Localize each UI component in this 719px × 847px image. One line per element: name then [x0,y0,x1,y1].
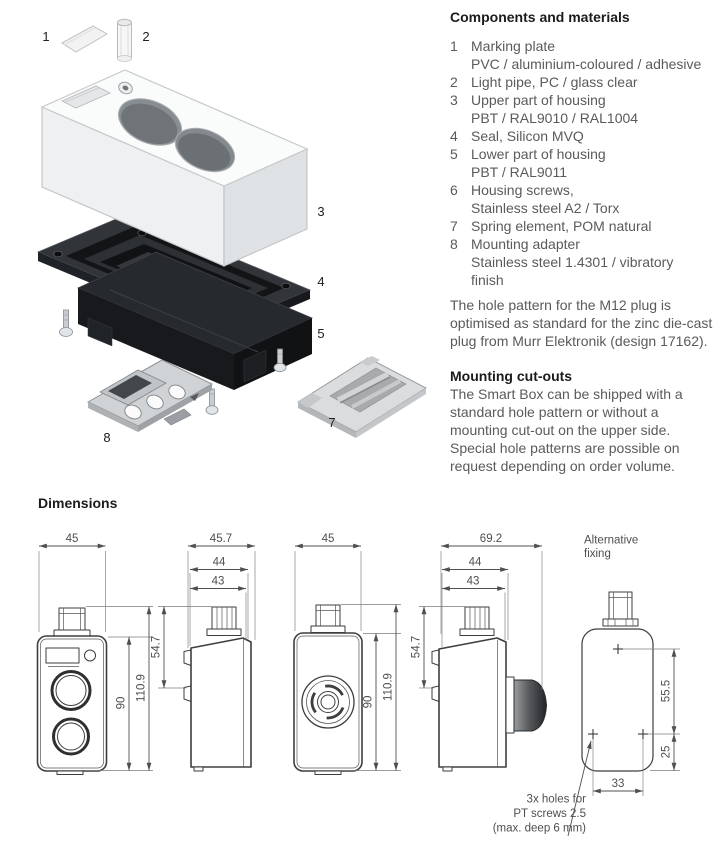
part-number-label-3: 3 [317,204,325,219]
components-section [450,8,716,475]
component-item [450,73,716,91]
component-number: 1 [450,38,458,54]
dim-label-alt-bottom: 25 [660,745,673,759]
component-item [450,37,716,73]
dim-label-front-height-inner: 90 [115,696,128,710]
component-number: 6 [450,182,458,198]
alt-fixing-title-line2: fixing [584,548,611,560]
component-text: Seal, Silicon MVQ [471,128,584,144]
dim-label-plug-width-total: 69.2 [479,533,503,545]
rear-view-drawing [294,533,401,775]
mounting-cutouts-paragraph: The Smart Box can be shipped with a standard hole pattern or without a mounting cut-out on the upper side. Special hole patterns are possible on request depending on order volume. [450,386,683,474]
component-item [450,127,716,145]
component-number: 7 [450,218,458,234]
component-number: 2 [450,74,458,90]
dimensions-heading: Dimensions [38,495,118,511]
dim-label-side-width-total: 45.7 [209,533,233,545]
spring-element-part [298,356,426,438]
front-view-drawing [38,533,154,775]
mounting-cutouts-heading: Mounting cut-outs [450,368,573,384]
component-item [450,217,716,235]
dim-label-alt-top: 55.5 [660,679,673,703]
component-item [450,145,716,181]
part-number-label-6: 6 [259,361,267,376]
part-number-label-7: 7 [328,415,336,430]
dimension-drawings [0,520,719,847]
component-text: Marking plate PVC / aluminium-coloured / adhesive [471,38,702,72]
holes-note-line3: (max. deep 6 mm) [492,822,586,835]
dim-label-rear-width: 45 [321,533,335,545]
dim-label-side-width-inner: 43 [211,575,225,588]
dim-label-front-height-total: 110.9 [135,674,148,702]
housing-screw [60,310,73,337]
component-number: 5 [450,146,458,162]
dim-label-rear-height-inner: 90 [362,695,375,709]
hole-pattern-paragraph: The hole pattern for the M12 plug is optimised as standard for the zinc die-cast plug from Murr Elektronik (design 17162). [450,297,713,349]
part-number-label-8: 8 [103,430,111,445]
component-number: 3 [450,92,458,108]
component-item [450,235,716,289]
dim-label-rear-height-total: 110.9 [382,673,395,701]
part-number-label-4: 4 [317,274,325,289]
holes-note-line2: PT screws 2.5 [513,808,586,820]
housing-screw [206,389,218,414]
part-number-label-5: 5 [317,326,325,341]
component-text: Lower part of housing PBT / RAL9011 [471,146,606,180]
part-number-label-2: 2 [142,29,150,44]
dim-label-alt-width: 33 [611,778,625,790]
component-item [450,91,716,127]
marking-plate-part [62,26,107,52]
component-text: Mounting adapter Stainless steel 1.4301 / vibratory finish [471,236,674,288]
component-text: Light pipe, PC / glass clear [471,74,638,90]
component-text: Spring element, POM natural [471,218,652,234]
dim-label-plug-width-inner: 43 [466,575,480,588]
component-number: 8 [450,236,458,252]
components-heading: Components and materials [450,9,630,25]
exploded-view-diagram [0,0,440,470]
part-number-label-1: 1 [42,29,50,44]
dim-label-side-height-top: 54.7 [150,635,163,659]
component-text: Housing screws, Stainless steel A2 / Torx [471,182,620,216]
side-view-drawing [151,533,256,771]
component-number: 4 [450,128,458,144]
dim-label-front-width: 45 [65,533,79,545]
component-text: Upper part of housing PBT / RAL9010 / RAL1004 [471,92,639,126]
dim-label-plug-width-mid: 44 [468,556,482,569]
dim-label-plug-height-top: 54.7 [410,635,423,659]
dim-label-side-width-mid: 44 [212,556,226,569]
alt-fixing-title-line1: Alternative [584,534,639,547]
components-list [450,37,716,289]
component-item [450,181,716,217]
light-pipe-part [118,19,132,61]
side-view-with-plug-drawing [411,533,547,771]
holes-note-line1: 3x holes for [526,793,586,806]
